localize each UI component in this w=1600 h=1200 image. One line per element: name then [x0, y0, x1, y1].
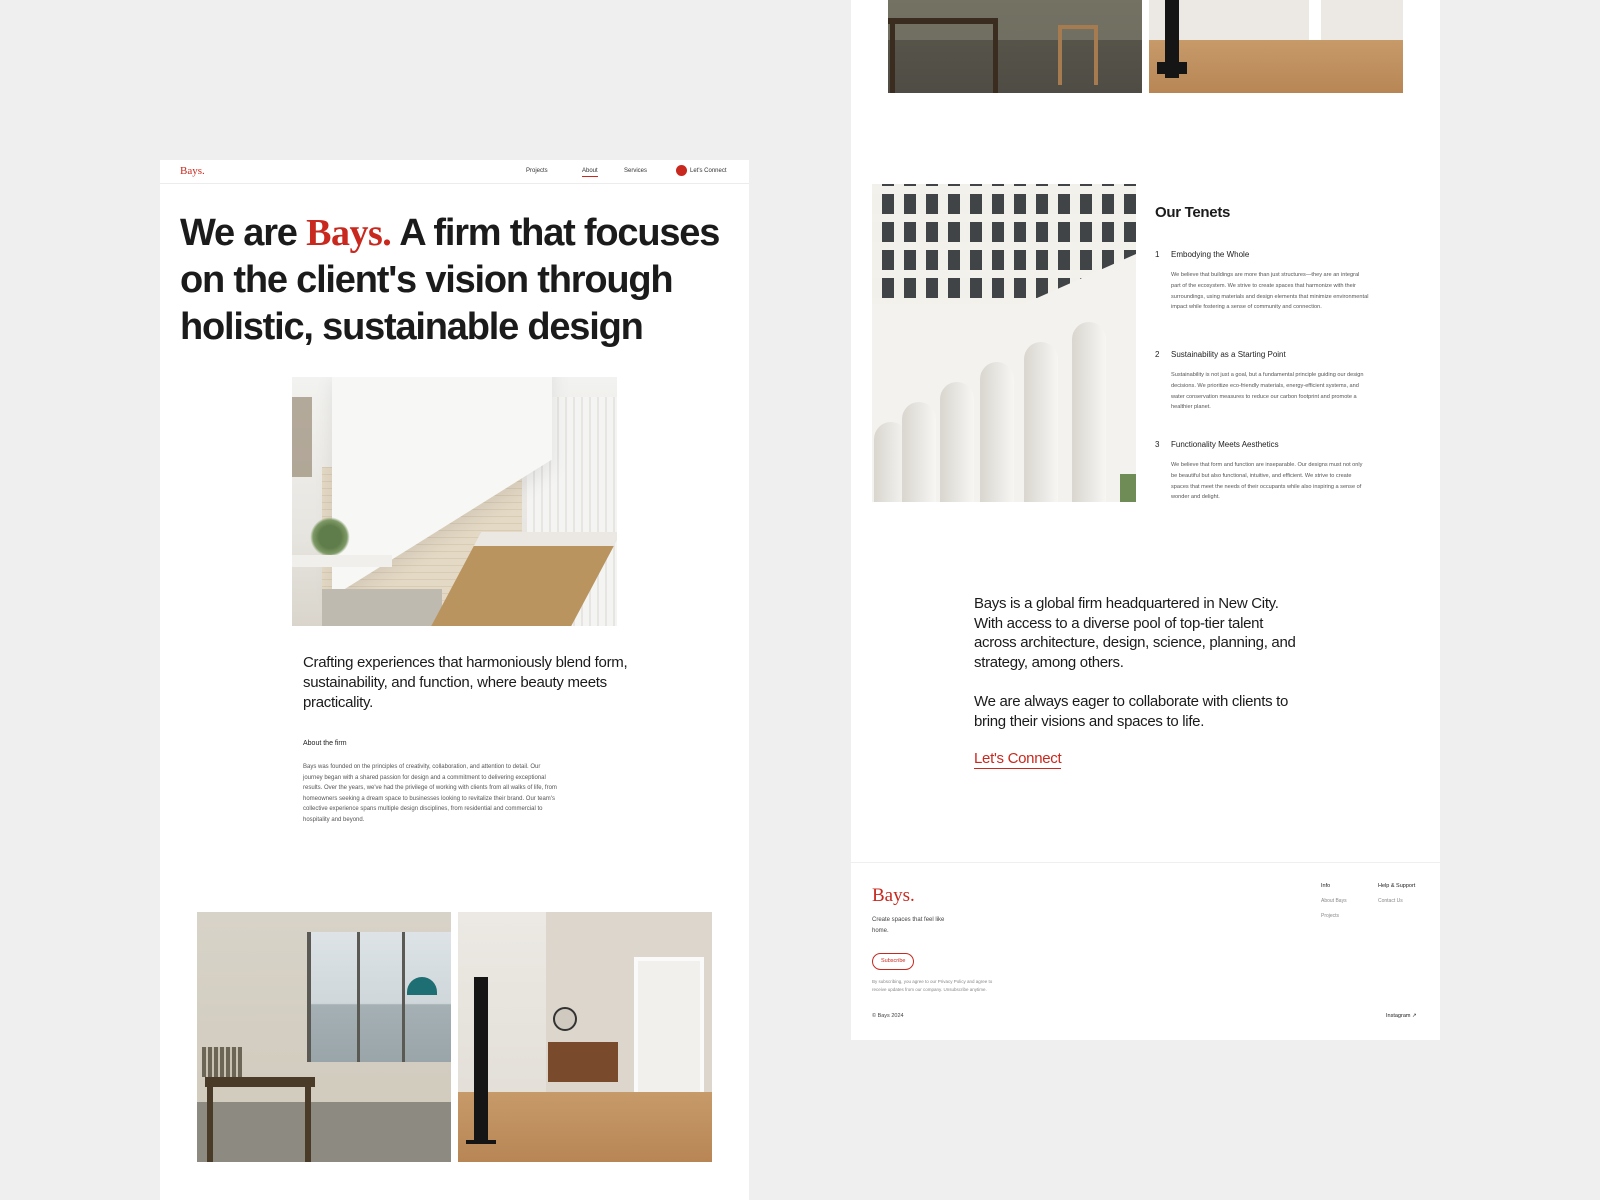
mission-paragraph-2: We are always eager to collaborate with clients to bring their visions and spaces to life.: [974, 692, 1289, 730]
lead-paragraph: Crafting experiences that harmoniously blend form, sustainability, and function, where beauty meets practicality.: [303, 654, 628, 711]
dining-room-photo-top: [888, 0, 1142, 93]
footer-link-contact[interactable]: Contact Us: [1378, 898, 1403, 904]
nav-connect-label: Let's Connect: [690, 167, 727, 174]
hero-rest: A firm that focuses on the client's vision through holistic, sustainable design: [180, 212, 720, 348]
instagram-link[interactable]: [1386, 1013, 1417, 1019]
dining-room-photo: [197, 912, 451, 1162]
tenets-title: Our Tenets: [1155, 204, 1231, 221]
about-page-left: [160, 160, 749, 1200]
tenet-number: 3: [1155, 440, 1160, 449]
arrow-up-right-icon: ↗: [1412, 1013, 1417, 1019]
footer-link-about[interactable]: About Bays: [1321, 898, 1347, 904]
hero-brand: Bays.: [306, 212, 392, 254]
kitchen-photo: [292, 377, 617, 626]
instagram-label: Instagram: [1386, 1013, 1411, 1019]
tenet-description: Sustainability is not just a goal, but a fundamental principle guiding our design decisions. We prioritize eco-friendly materials, energy-efficient systems, and water conservation measures to reduce our carbon footprint and promote a healthier planet.: [1171, 372, 1364, 411]
footer: [851, 862, 1440, 1040]
building-photo: [872, 184, 1136, 502]
lets-connect-link[interactable]: Let's Connect: [974, 750, 1062, 767]
nav-item-about[interactable]: About: [582, 168, 598, 177]
top-nav: [160, 160, 749, 184]
footer-col-help-title: Help & Support: [1378, 883, 1416, 889]
subscribe-note: By subscribing, you agree to our Privacy Policy and agree to receive updates from our company. Unsubscribe anytime.: [872, 979, 993, 992]
footer-col-info-title: Info: [1321, 883, 1331, 889]
tenet-description: We believe that buildings are more than just structures—they are an integral part of the ecosystem. We strive to create spaces that harmonize with their surroundings, using materials and design elements that minimize environmental impact while fostering a sense of community and connection.: [1171, 272, 1369, 311]
tenet-title: Sustainability as a Starting Point: [1171, 350, 1286, 359]
living-room-photo-top: [1149, 0, 1403, 93]
tenet-number: 1: [1155, 250, 1160, 259]
nav-logo[interactable]: Bays.: [180, 165, 205, 177]
about-page-right: [851, 0, 1440, 1040]
nav-item-services[interactable]: Services: [624, 168, 648, 174]
footer-logo[interactable]: Bays.: [872, 885, 915, 906]
footer-tagline: Create spaces that feel like home.: [872, 917, 945, 934]
tenet-title: Embodying the Whole: [1171, 250, 1250, 259]
hero-prefix: We are: [180, 212, 297, 254]
about-title: About the firm: [303, 740, 347, 747]
living-room-photo: [458, 912, 712, 1162]
mission-paragraph-1: Bays is a global firm headquartered in New City. With access to a diverse pool of top-tier talent across architecture, design, science, planning, and strategy, among others.: [974, 595, 1296, 671]
nav-connect-button[interactable]: [676, 165, 727, 176]
tenet-number: 2: [1155, 350, 1160, 359]
red-dot-icon: [676, 165, 687, 176]
nav-item-projects[interactable]: Projects: [526, 168, 548, 174]
tenet-description: We believe that form and function are inseparable. Our designs must not only be beautiful but also functional, intuitive, and efficient. We strive to create spaces that meet the needs of their occupants while also inspiring a sense of wonder and delight.: [1171, 462, 1363, 501]
tenet-title: Functionality Meets Aesthetics: [1171, 440, 1279, 449]
footer-link-projects[interactable]: Projects: [1321, 913, 1340, 919]
about-body: Bays was founded on the principles of creativity, collaboration, and attention to detail. Our journey began with a shared passion for design and a commitment to delivering exceptional results. Over the years, we've had the privilege of working with clients from all walks of life, from homeowners seeking a dream space to businesses looking to revitalize their brand. Our team's collective experience spans multiple design disciplines, from residential and commercial to hospitality and beyond.: [303, 764, 557, 823]
copyright: © Bays 2024: [872, 1013, 904, 1019]
mission-statement: [974, 594, 1304, 731]
subscribe-button[interactable]: Subscribe: [872, 953, 914, 970]
hero-heading: [180, 210, 720, 351]
